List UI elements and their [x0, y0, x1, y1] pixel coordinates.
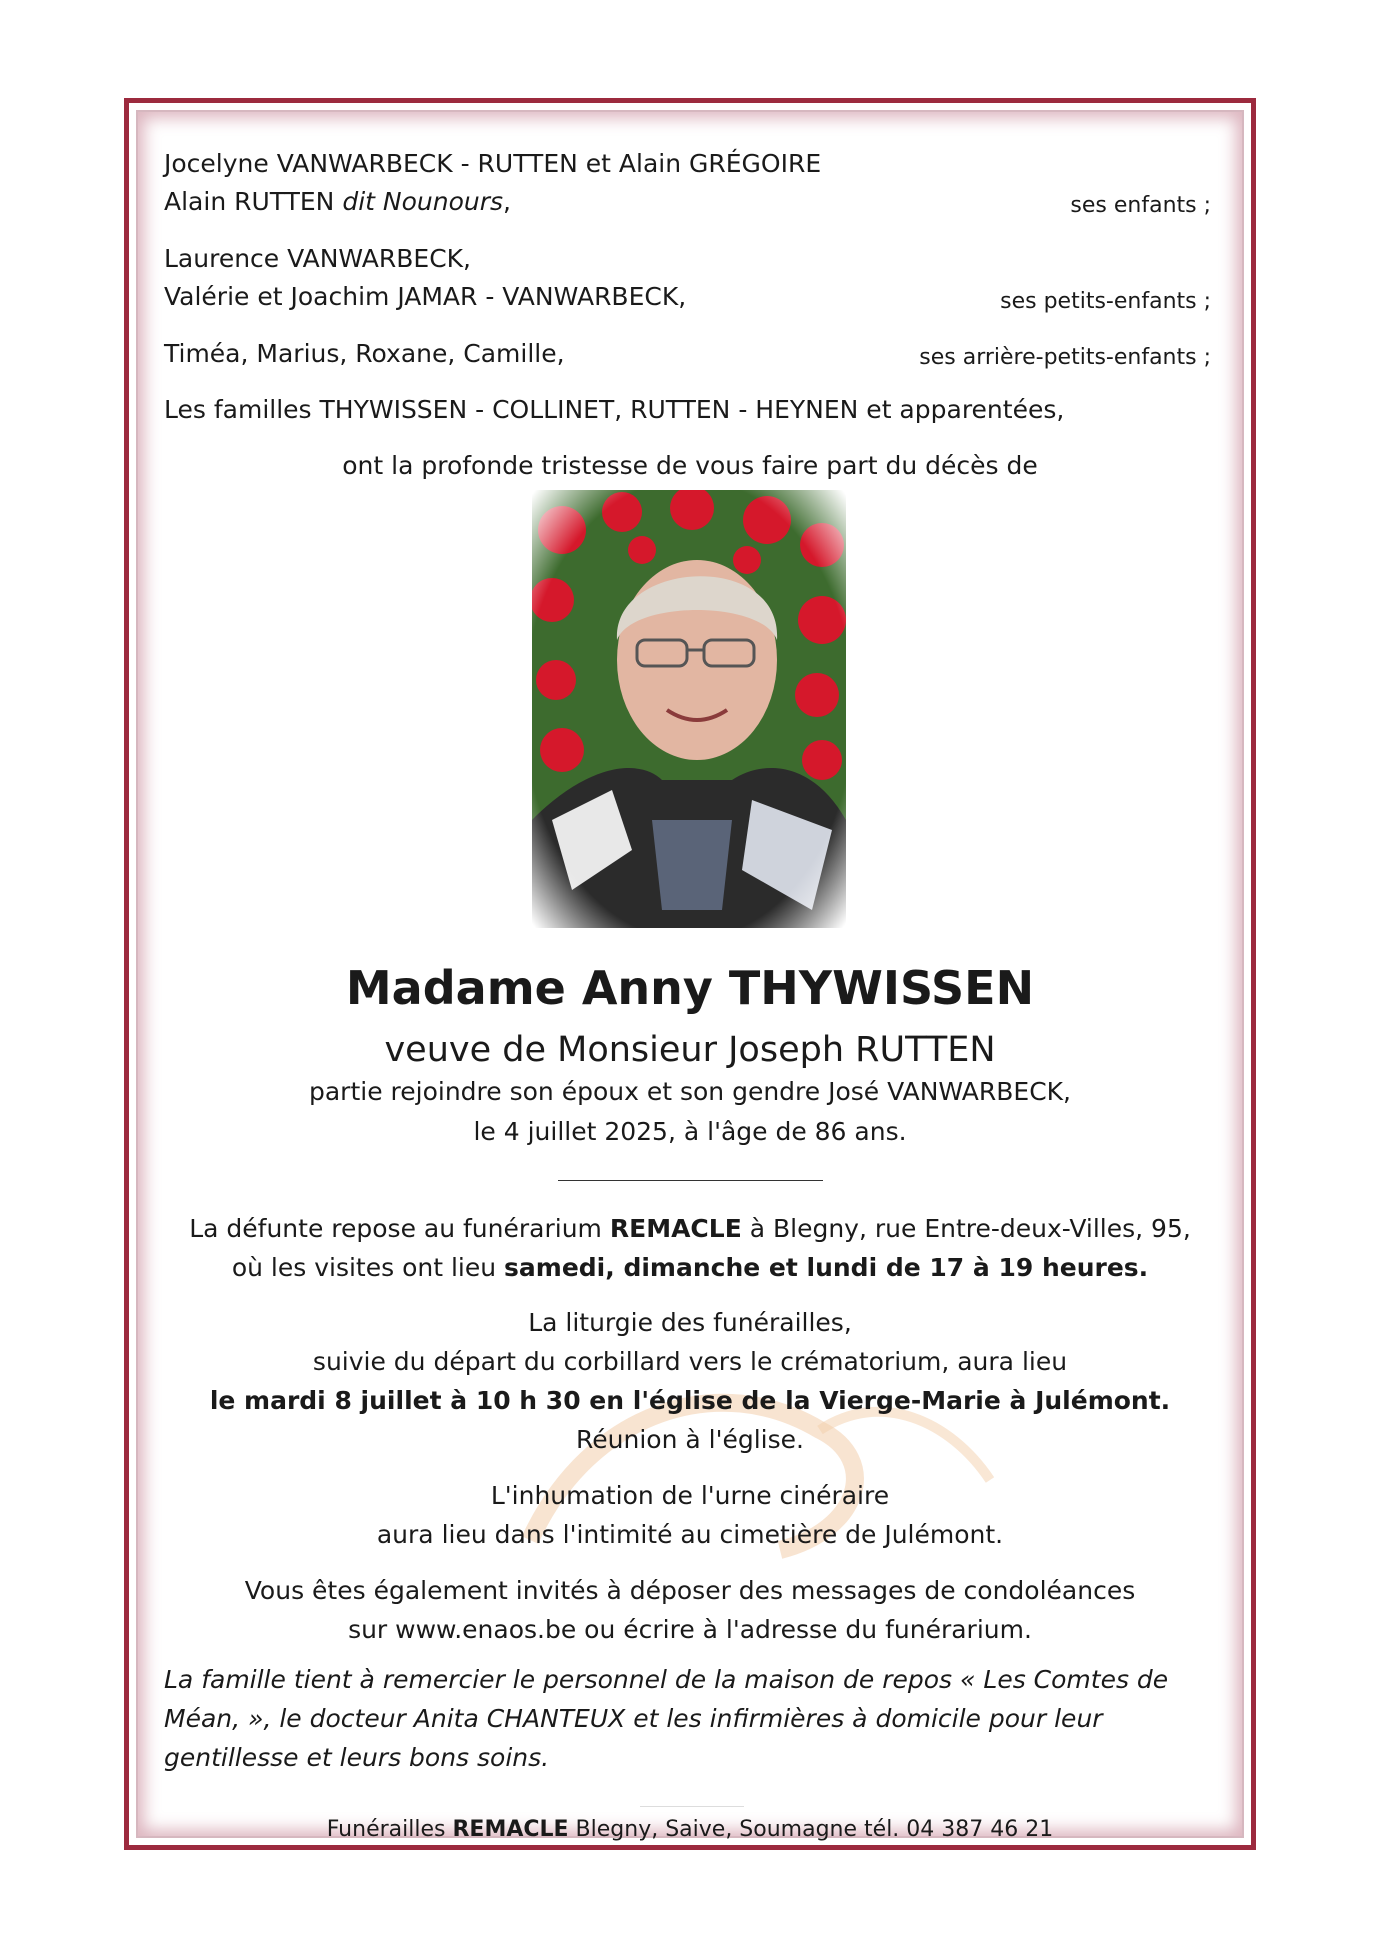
separator-line: [558, 1180, 823, 1181]
family-line-2-comma: ,: [503, 187, 511, 216]
portrait-photo: [532, 490, 846, 928]
role-grandchildren: ses petits-enfants ;: [1000, 289, 1211, 314]
family-line-5: Timéa, Marius, Roxane, Camille,: [164, 339, 565, 368]
condolences-line-2: sur www.enaos.be ou écrire à l'adresse du funérarium.: [348, 1615, 1032, 1644]
deceased-name: Madame Anny THYWISSEN: [345, 961, 1035, 1015]
visits-schedule: samedi, dimanche et lundi de 17 à 19 heures.: [504, 1253, 1149, 1282]
liturgy-line-4: Réunion à l'église.: [576, 1425, 804, 1454]
repose-text-c: à Blegny, rue Entre-deux-Villes, 95,: [741, 1214, 1191, 1243]
footer-text-c: Blegny, Saive, Soumagne tél. 04 387 46 21: [568, 1817, 1054, 1842]
burial-line-2: aura lieu dans l'intimité au cimetière de Julémont.: [376, 1520, 1004, 1549]
footer-company: REMACLE: [452, 1817, 569, 1842]
footer-text-a: Funérailles: [326, 1817, 453, 1842]
family-line-6: Les familles THYWISSEN - COLLINET, RUTTEN - HEYNEN et apparentées,: [164, 395, 1065, 424]
family-line-3: Laurence VANWARBECK,: [164, 244, 471, 273]
funeral-home-name: REMACLE: [609, 1214, 742, 1243]
repose-line-1: [124, 1213, 1256, 1245]
repose-text-a: La défunte repose au funérarium: [189, 1214, 610, 1243]
family-line-2-nickname: dit Nounours: [342, 187, 504, 216]
liturgy-line-2: suivie du départ du corbillard vers le crématorium, aura lieu: [312, 1347, 1068, 1376]
joined-line: partie rejoindre son époux et son gendre José VANWARBECK,: [308, 1077, 1071, 1106]
liturgy-line-1: La liturgie des funérailles,: [528, 1308, 852, 1337]
footer-line: [124, 1814, 1256, 1846]
family-line-4: Valérie et Joachim JAMAR - VANWARBECK,: [164, 282, 687, 311]
condolences-line-1: Vous êtes également invités à déposer des messages de condoléances: [244, 1576, 1136, 1605]
thanks-paragraph: La famille tient à remercier le personnel de la maison de repos « Les Comtes de Méan, », le docteur Anita CHANTEUX et les infirmières à domicile pour leur gentillesse et leurs bons soins.: [164, 1665, 1169, 1772]
role-great-grandchildren: ses arrière-petits-enfants ;: [919, 345, 1211, 370]
burial-line-1: L'inhumation de l'urne cinéraire: [490, 1481, 890, 1510]
role-children: ses enfants ;: [1070, 193, 1211, 218]
family-line-2: [164, 186, 511, 218]
footer-separator: [640, 1806, 744, 1807]
announcement-line: ont la profonde tristesse de vous faire part du décès de: [342, 451, 1038, 480]
visits-text: où les visites ont lieu: [231, 1253, 505, 1282]
liturgy-line-3: le mardi 8 juillet à 10 h 30 en l'église de la Vierge-Marie à Julémont.: [209, 1386, 1171, 1415]
death-date-line: le 4 juillet 2025, à l'âge de 86 ans.: [473, 1117, 907, 1146]
family-line-2-name: Alain RUTTEN: [164, 187, 343, 216]
family-line-1: Jocelyne VANWARBECK - RUTTEN et Alain GRÉGOIRE: [164, 149, 822, 178]
repose-line-2: [124, 1252, 1256, 1284]
widow-line: veuve de Monsieur Joseph RUTTEN: [384, 1030, 996, 1070]
